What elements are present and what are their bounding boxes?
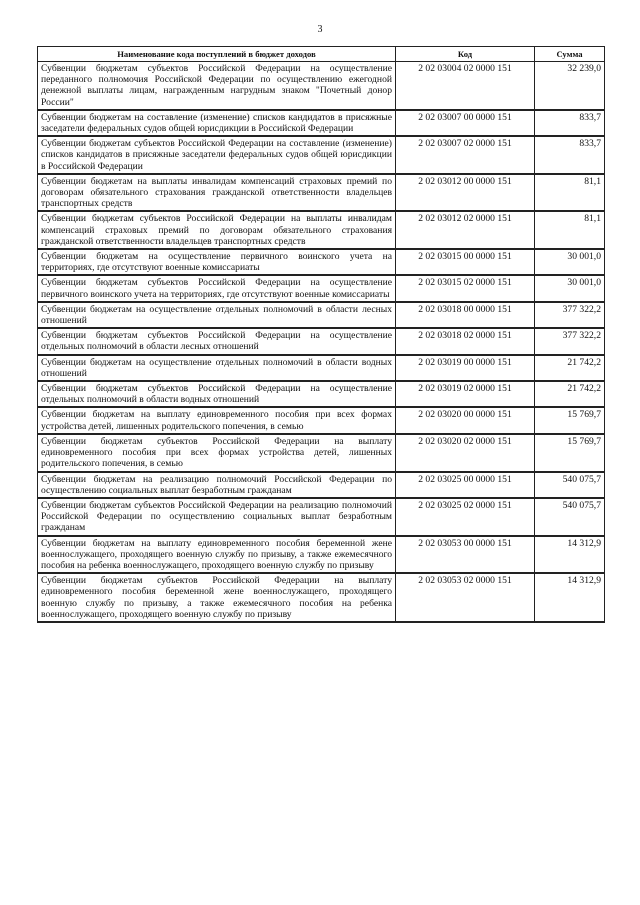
table-row [38, 355, 605, 381]
table-row [38, 110, 605, 136]
table-row [38, 249, 605, 275]
revenue-sum-cell: 833,7 [535, 110, 605, 136]
revenue-name-cell: Субвенции бюджетам на осуществление первичного воинского учета на территориях, где отсутствуют военные комиссариаты [38, 249, 396, 275]
table-row [38, 302, 605, 328]
table-header-row [38, 47, 605, 62]
revenue-sum-cell: 377 322,2 [535, 302, 605, 328]
revenue-name-cell: Субвенции бюджетам на составление (изменение) списков кандидатов в присяжные заседатели федеральных судов общей юрисдикции в Российской Федерации [38, 110, 396, 136]
revenue-sum-cell: 540 075,7 [535, 472, 605, 498]
revenue-sum-cell: 14 312,9 [535, 536, 605, 574]
revenue-sum-cell: 81,1 [535, 174, 605, 212]
revenue-sum-cell: 81,1 [535, 211, 605, 249]
page-number: 3 [317, 24, 323, 35]
revenue-code-cell: 2 02 03018 02 0000 151 [396, 328, 535, 354]
revenue-table [37, 46, 605, 623]
revenue-code-cell: 2 02 03053 00 0000 151 [396, 536, 535, 574]
table-row [38, 381, 605, 407]
revenue-name-cell: Субвенции бюджетам на осуществление отдельных полномочий в области водных отношений [38, 355, 396, 381]
revenue-name-cell: Субвенции бюджетам на выплату единовременного пособия беременной жене военнослужащего, проходящего военную службу по призыву, а также ежемесячного пособия на ребенка военнослужащего, проходящего военную службу по призыву [38, 536, 396, 574]
header-code: Код [396, 47, 535, 62]
table-row [38, 434, 605, 472]
table-row [38, 472, 605, 498]
revenue-sum-cell: 377 322,2 [535, 328, 605, 354]
revenue-code-cell: 2 02 03012 00 0000 151 [396, 174, 535, 212]
table-row [38, 136, 605, 174]
table-row [38, 211, 605, 249]
revenue-sum-cell: 21 742,2 [535, 381, 605, 407]
revenue-sum-cell: 30 001,0 [535, 249, 605, 275]
revenue-sum-cell: 833,7 [535, 136, 605, 174]
revenue-name-cell: Субвенции бюджетам субъектов Российской Федерации на осуществление первичного воинского учета на территориях, где отсутствуют военные комиссариаты [38, 275, 396, 301]
revenue-name-cell: Субвенции бюджетам субъектов Российской Федерации на осуществление отдельных полномочий в области лесных отношений [38, 328, 396, 354]
header-name: Наименование кода поступлений в бюджет доходов [38, 47, 396, 62]
revenue-name-cell: Субвенции бюджетам субъектов Российской Федерации на реализацию полномочий Российской Федерации по осуществлению социальных выплат безработным гражданам [38, 498, 396, 536]
revenue-name-cell: Субвенции бюджетам субъектов Российской Федерации на осуществление отдельных полномочий в области водных отношений [38, 381, 396, 407]
revenue-code-cell: 2 02 03019 00 0000 151 [396, 355, 535, 381]
revenue-sum-cell: 30 001,0 [535, 275, 605, 301]
revenue-sum-cell: 15 769,7 [535, 407, 605, 433]
revenue-name-cell: Субвенции бюджетам субъектов Российской Федерации на осуществление переданного полномочия Российской Федерации по осуществлению ежегодной денежной выплаты лицам, награжденным нагрудным знаком "Почетный донор России" [38, 62, 396, 110]
header-sum: Сумма [535, 47, 605, 62]
revenue-code-cell: 2 02 03007 00 0000 151 [396, 110, 535, 136]
revenue-sum-cell: 32 239,0 [535, 62, 605, 110]
revenue-code-cell: 2 02 03012 02 0000 151 [396, 211, 535, 249]
revenue-name-cell: Субвенции бюджетам субъектов Российской Федерации на выплату единовременного пособия беременной жене военнослужащего, проходящего военную службу по призыву, а также ежемесячного пособия на ребенка военнослужащего, проходящего военную службу по призыву [38, 573, 396, 622]
revenue-code-cell: 2 02 03025 02 0000 151 [396, 498, 535, 536]
revenue-name-cell: Субвенции бюджетам субъектов Российской Федерации на выплату единовременного пособия при всех формах устройства детей, лишенных родительского попечения, в семью [38, 434, 396, 472]
table-row [38, 536, 605, 574]
revenue-code-cell: 2 02 03004 02 0000 151 [396, 62, 535, 110]
revenue-sum-cell: 14 312,9 [535, 573, 605, 622]
revenue-name-cell: Субвенции бюджетам на выплаты инвалидам компенсаций страховых премий по договорам обязательного страхования гражданской ответственности владельцев транспортных средств [38, 174, 396, 212]
revenue-code-cell: 2 02 03025 00 0000 151 [396, 472, 535, 498]
table-row [38, 62, 605, 110]
revenue-sum-cell: 21 742,2 [535, 355, 605, 381]
revenue-code-cell: 2 02 03015 02 0000 151 [396, 275, 535, 301]
revenue-code-cell: 2 02 03020 02 0000 151 [396, 434, 535, 472]
revenue-code-cell: 2 02 03053 02 0000 151 [396, 573, 535, 622]
revenue-name-cell: Субвенции бюджетам на реализацию полномочий Российской Федерации по осуществлению социальных выплат безработным гражданам [38, 472, 396, 498]
revenue-name-cell: Субвенции бюджетам субъектов Российской Федерации на составление (изменение) списков кандидатов в присяжные заседатели федеральных судов общей юрисдикции в Российской Федерации [38, 136, 396, 174]
table-row [38, 328, 605, 354]
revenue-code-cell: 2 02 03015 00 0000 151 [396, 249, 535, 275]
revenue-code-cell: 2 02 03007 02 0000 151 [396, 136, 535, 174]
revenue-sum-cell: 540 075,7 [535, 498, 605, 536]
table-row [38, 275, 605, 301]
revenue-name-cell: Субвенции бюджетам на осуществление отдельных полномочий в области лесных отношений [38, 302, 396, 328]
revenue-sum-cell: 15 769,7 [535, 434, 605, 472]
revenue-code-cell: 2 02 03020 00 0000 151 [396, 407, 535, 433]
revenue-code-cell: 2 02 03019 02 0000 151 [396, 381, 535, 407]
table-row [38, 498, 605, 536]
table-row [38, 407, 605, 433]
table-row [38, 573, 605, 622]
revenue-name-cell: Субвенции бюджетам на выплату единовременного пособия при всех формах устройства детей, лишенных родительского попечения, в семью [38, 407, 396, 433]
revenue-name-cell: Субвенции бюджетам субъектов Российской Федерации на выплаты инвалидам компенсаций страховых премий по договорам обязательного страхования гражданской ответственности владельцев транспортных средств [38, 211, 396, 249]
table-row [38, 174, 605, 212]
revenue-code-cell: 2 02 03018 00 0000 151 [396, 302, 535, 328]
